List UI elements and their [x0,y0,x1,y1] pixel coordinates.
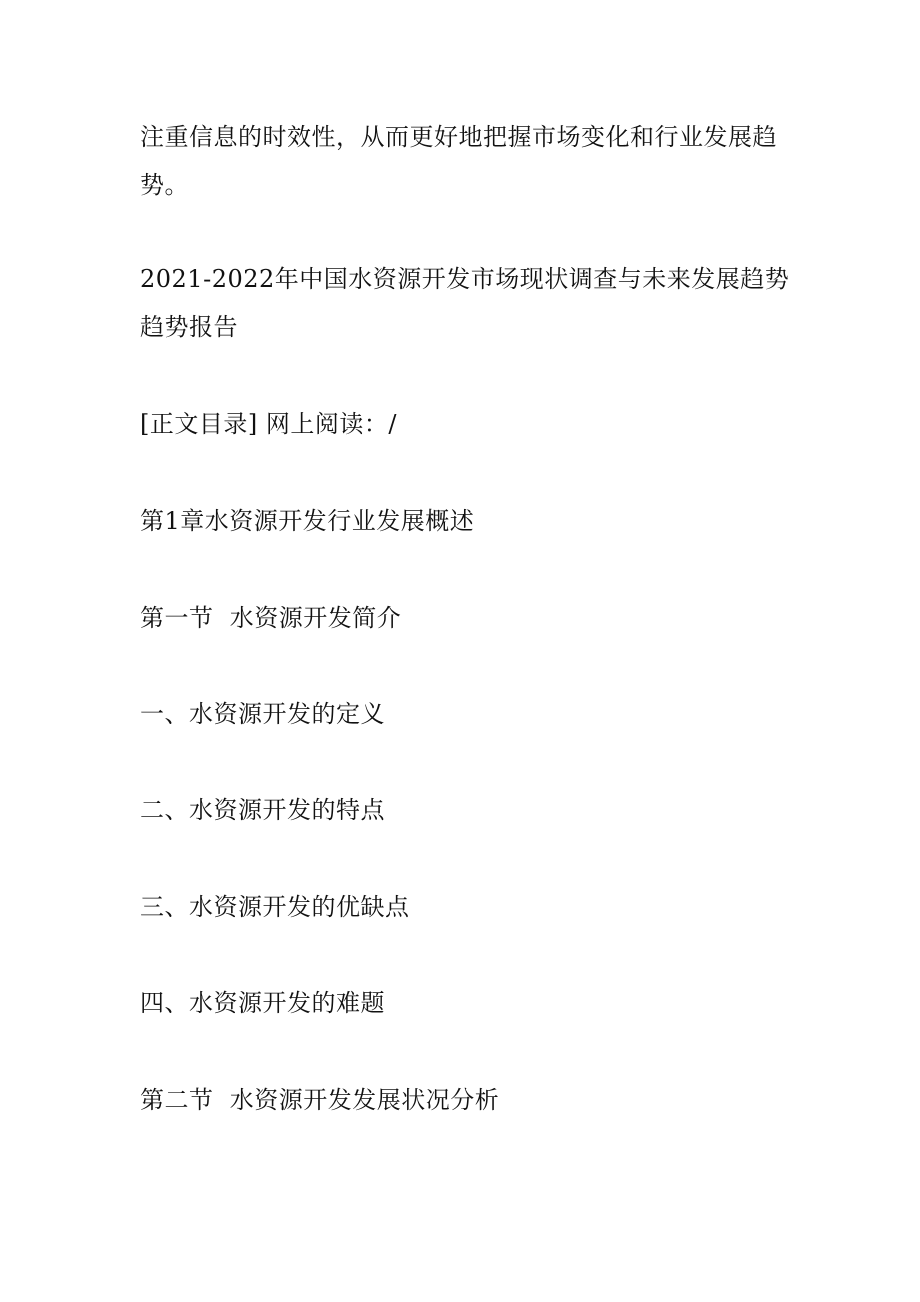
toc-online-reading-label: [正文目录] 网上阅读：/ [140,410,397,438]
toc-item-difficulties: 四、水资源开发的难题 [140,989,385,1017]
report-title: 2021-2022年中国水资源开发市场现状调查与未来发展趋势趋势报告 [140,265,790,341]
intro-paragraph: 注重信息的时效性，从而更好地把握市场变化和行业发展趋势。 [140,123,777,199]
chapter-1-heading: 第1章水资源开发行业发展概述 [140,507,475,535]
toc-item-features: 二、水资源开发的特点 [140,796,385,824]
section-1-heading: 第一节 水资源开发简介 [140,604,402,632]
section-2-heading: 第二节 水资源开发发展状况分析 [140,1086,500,1114]
toc-item-pros-cons: 三、水资源开发的优缺点 [140,893,410,921]
toc-item-definition: 一、水资源开发的定义 [140,700,385,728]
